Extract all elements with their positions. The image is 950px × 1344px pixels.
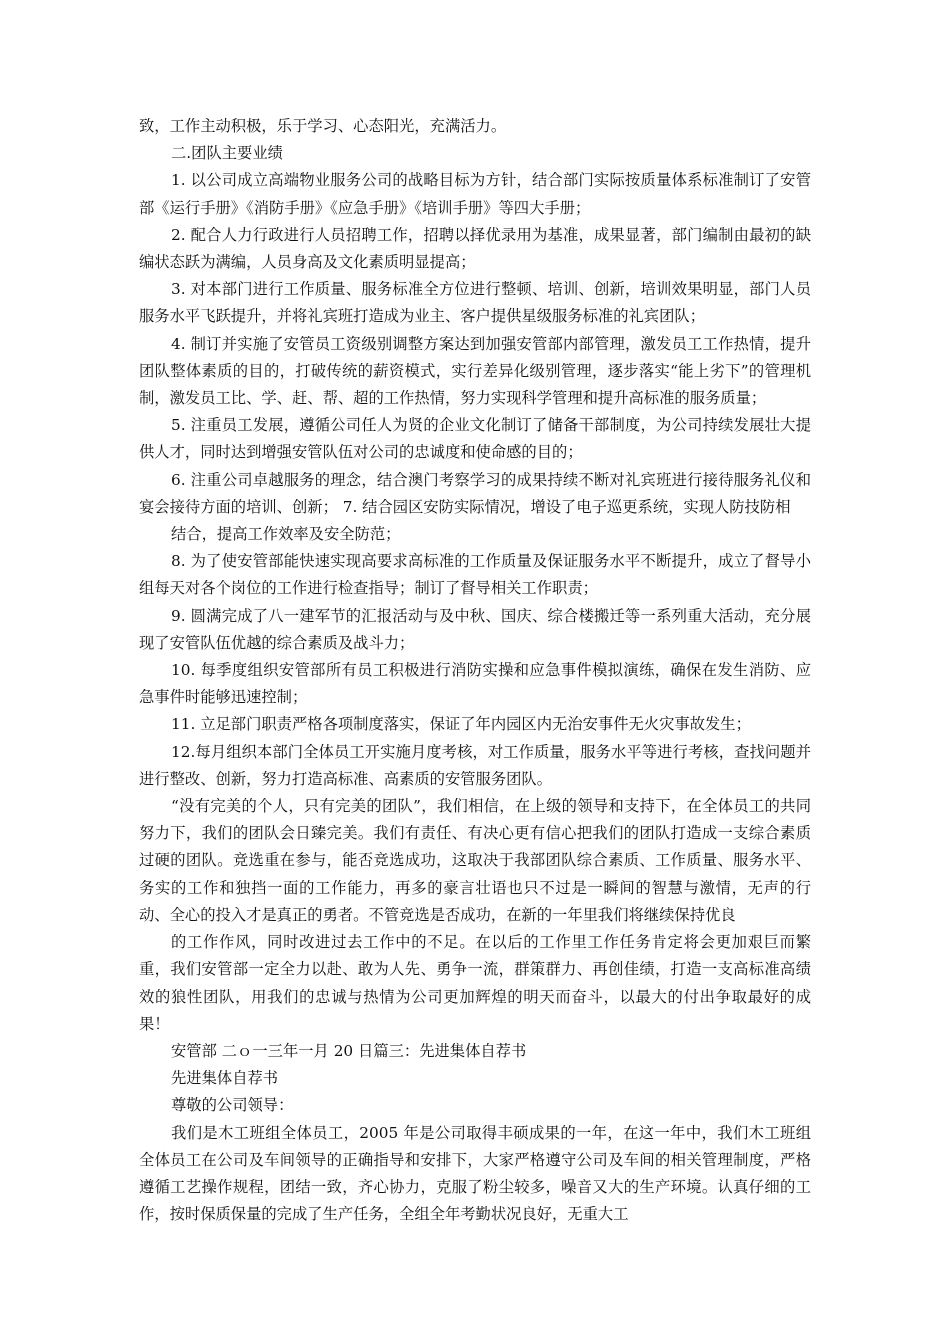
paragraph: 5. 注重员工发展，遵循公司任人为贤的企业文化制订了储备干部制度，为公司持续发展壮大提供人才，同时达到增强安管队伍对公司的忠诚度和使命感的目的；: [139, 416, 811, 462]
paragraph: 6. 注重公司卓越服务的理念，结合澳门考察学习的成果持续不断对礼宾班进行接待服务礼仪和宴会接待方面的培训、创新； 7. 结合园区安防实际情况，增设了电子巡更系统，实现人防技防相: [139, 470, 811, 516]
paragraph: 尊敬的公司领导：: [171, 1096, 294, 1115]
paragraph: 二.团队主要业绩: [171, 144, 283, 163]
paragraph: 11. 立足部门职责严格各项制度落实，保证了年内园区内无治安事件无火灾事故发生；: [171, 715, 751, 734]
document-body: [139, 113, 811, 1228]
paragraph: 结合，提高工作效率及安全防范；: [171, 525, 401, 544]
paragraph: 9. 圆满完成了八一建军节的汇报活动与及中秋、国庆、综合楼搬迁等一系列重大活动，充分展现了安管队伍优越的综合素质及战斗力；: [139, 606, 811, 652]
paragraph: 我们是木工班组全体员工，2005 年是公司取得丰硕成果的一年，在这一年中，我们木工班组全体员工在公司及车间领导的正确指导和安排下，大家严格遵守公司及车间的相关管理制度，严格遵循工艺操作规程，团结一致，齐心协力，克服了粉尘较多，噪音又大的生产环境。认真仔细的工作，按时保质保量的完成了生产任务，全组全年考勤状况良好，无重大工: [139, 1123, 811, 1224]
paragraph: 致，工作主动积极，乐于学习、心态阳光，充满活力。: [139, 117, 507, 135]
paragraph: 1. 以公司成立高端物业服务公司的战略目标为方针，结合部门实际按质量体系标准制订了安管部《运行手册》《消防手册》《应急手册》《培训手册》等四大手册；: [139, 171, 811, 217]
paragraph: 安管部 二ｏ一三年一月 20 日篇三：先进集体自荐书: [171, 1041, 527, 1060]
paragraph: “没有完美的个人，只有完美的团队”，我们相信，在上级的领导和支持下，在全体员工的共同努力下，我们的团队会日臻完美。我们有责任、有决心更有信心把我们的团队打造成一支综合素质过硬的团队。竞选重在参与，能否竞选成功，这取决于我部团队综合素质、工作质量、服务水平、务实的工作和独挡一面的工作能力，再多的豪言壮语也只不过是一瞬间的智慧与激情，无声的行动、全心的投入才是真正的勇者。不管竞选是否成功，在新的一年里我们将继续保持优良: [139, 797, 811, 924]
paragraph: 4. 制订并实施了安管员工资级别调整方案达到加强安管部内部管理，激发员工工作热情，提升团队整体素质的目的，打破传统的薪资模式，实行差异化级别管理，逐步落实“能上劣下”的管理机制，激发员工比、学、赶、帮、超的工作热情，努力实现科学管理和提升高标准的服务质量；: [139, 334, 811, 408]
paragraph: 2. 配合人力行政进行人员招聘工作，招聘以择优录用为基准，成果显著，部门编制由最初的缺编状态跃为满编，人员身高及文化素质明显提高；: [139, 225, 811, 272]
paragraph: 8. 为了使安管部能快速实现高要求高标准的工作质量及保证服务水平不断提升，成立了督导小组每天对各个岗位的工作进行检查指导；制订了督导相关工作职责；: [139, 552, 811, 598]
paragraph: 3. 对本部门进行工作质量、服务标准全方位进行整顿、培训、创新，培训效果明显，部门人员服务水平飞跃提升，并将礼宾班打造成为业主、客户提供星级服务标准的礼宾团队；: [139, 280, 811, 326]
paragraph: 的工作作风，同时改进过去工作中的不足。在以后的工作里工作任务肯定将会更加艰巨而繁重，我们安管部一定全力以赴、敢为人先、勇争一流，群策群力、再创佳绩，打造一支高标准高绩效的狼性团队，用我们的忠诚与热情为公司更加辉煌的明天而奋斗，以最大的付出争取最好的成果！: [139, 933, 811, 1033]
paragraph: 10. 每季度组织安管部所有员工积极进行消防实操和应急事件模拟演练，确保在发生消防、应急事件时能够迅速控制；: [139, 661, 811, 707]
paragraph: 12.每月组织本部门全体员工开实施月度考核，对工作质量，服务水平等进行考核，查找问题并进行整改、创新，努力打造高标准、高素质的安管服务团队。: [139, 742, 811, 788]
paragraph: 先进集体自荐书: [171, 1069, 279, 1088]
